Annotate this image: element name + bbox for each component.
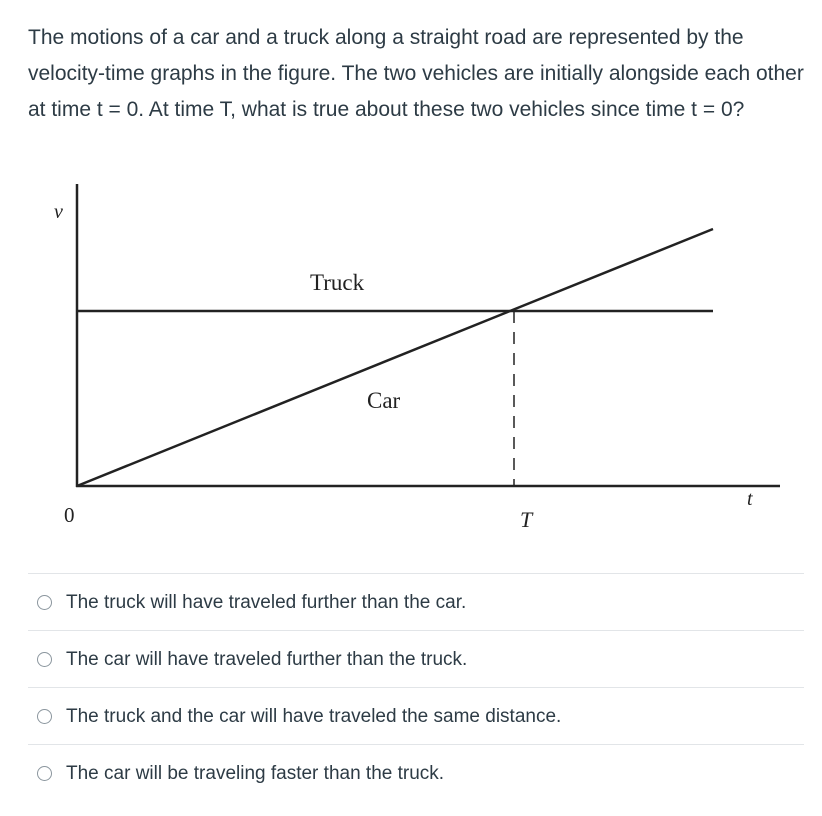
radio-button[interactable]: [37, 766, 52, 781]
option-label: The car will be traveling faster than the truck.: [66, 762, 445, 784]
truck-label: Truck: [310, 270, 365, 295]
answer-option-4[interactable]: [28, 744, 804, 802]
option-label: The truck and the car will have traveled the same distance.: [66, 705, 562, 727]
answer-option-1[interactable]: [28, 573, 804, 631]
answer-option-2[interactable]: [28, 630, 804, 688]
origin-label: 0: [64, 503, 75, 527]
option-label: The car will have traveled further than the truck.: [66, 648, 468, 670]
answer-option-3[interactable]: [28, 687, 804, 745]
radio-button[interactable]: [37, 709, 52, 724]
x-axis-label: t: [747, 488, 753, 510]
radio-button[interactable]: [37, 595, 52, 610]
option-label: The truck will have traveled further than the car.: [66, 591, 467, 613]
time-marker-label: T: [520, 507, 533, 532]
car-label: Car: [367, 388, 401, 413]
radio-button[interactable]: [37, 652, 52, 667]
y-axis-label: v: [54, 201, 63, 223]
car-velocity-line: [77, 229, 713, 486]
question-text: The motions of a car and a truck along a straight road are represented by the velocity-time graphs in the figure. The two vehicles are initially alongside each other at time t = 0. At time T, what is true about these two vehicles since time t = 0?: [28, 26, 804, 121]
